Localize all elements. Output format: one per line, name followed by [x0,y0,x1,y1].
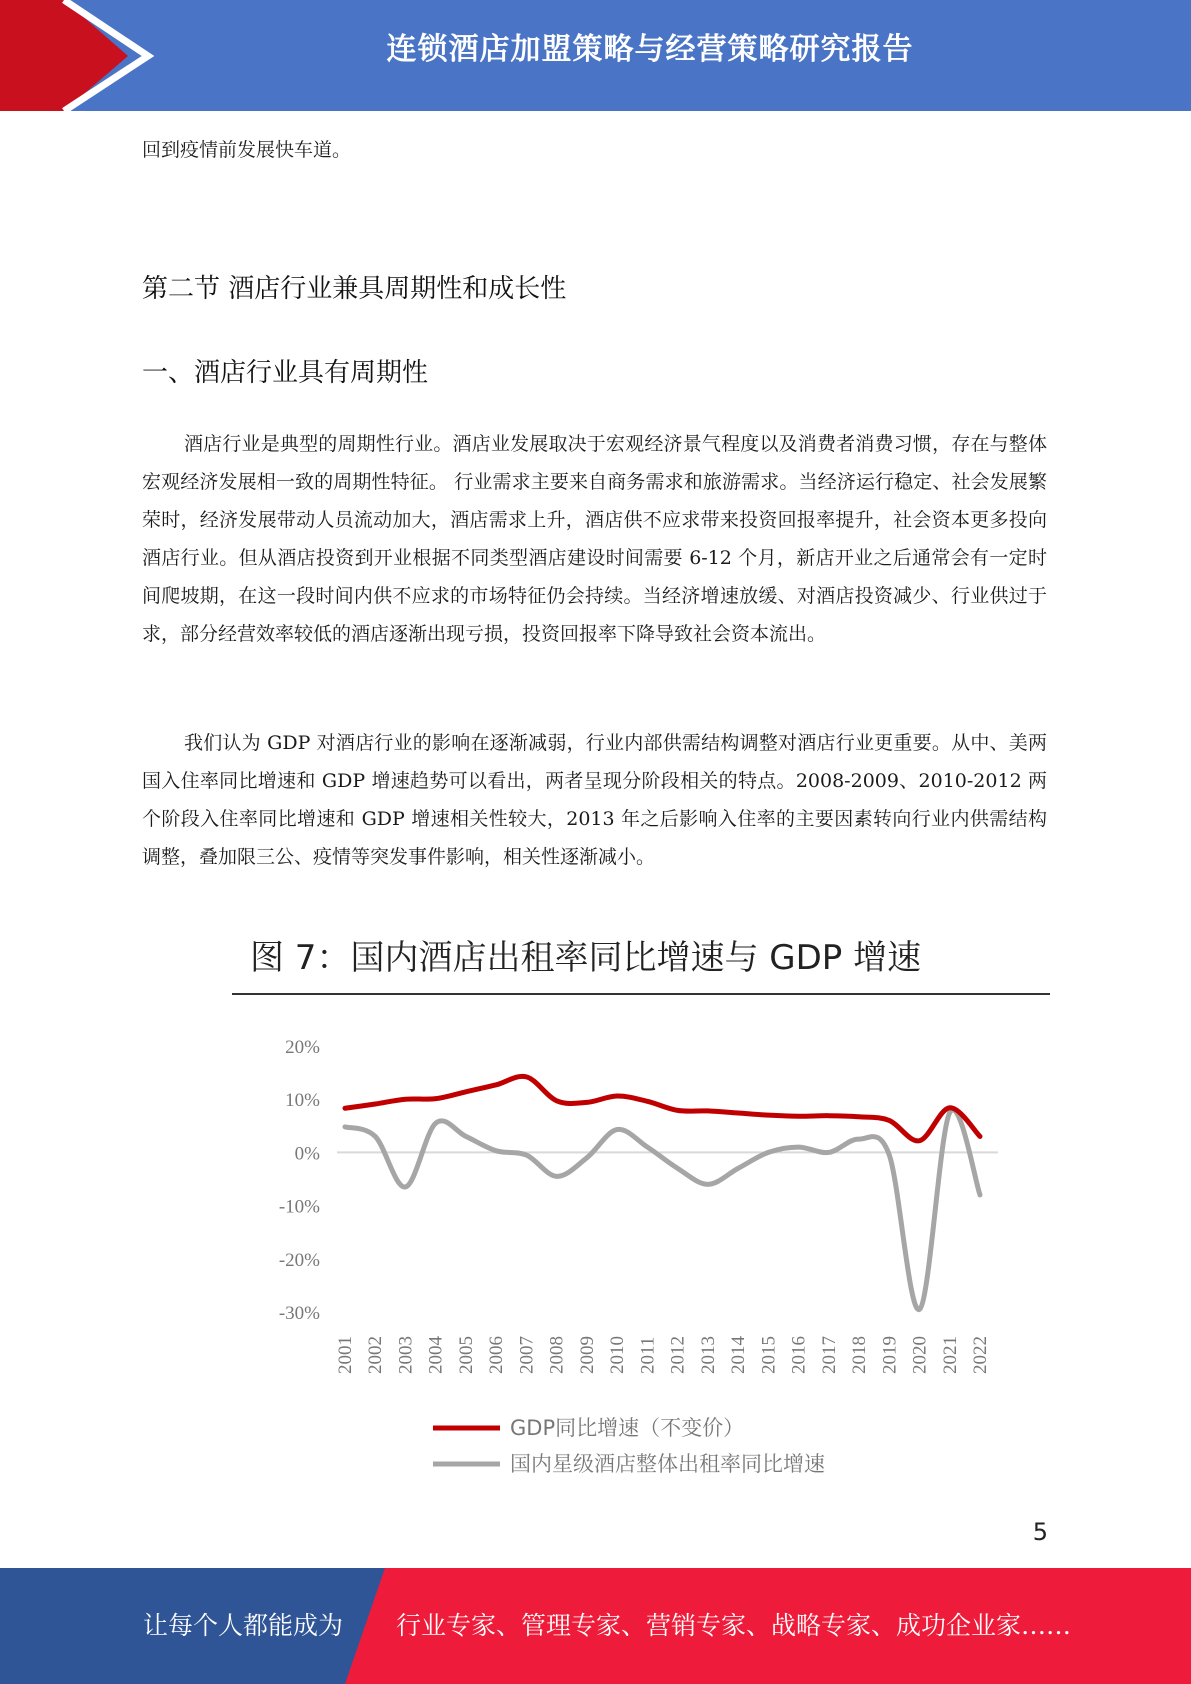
figure-title: 图 7：国内酒店出租率同比增速与 GDP 增速 [250,938,922,978]
report-header [0,0,1191,111]
footer-banner [0,1568,1191,1684]
y-tick-label: 0% [294,1143,320,1165]
x-tick-label: 2017 [818,1336,840,1374]
x-tick-label: 2003 [395,1336,417,1374]
x-tick-label: 2004 [425,1336,447,1374]
header-title [0,0,1191,100]
footer-slogan-left: 让每个人都能成为 [143,1611,344,1640]
series-line-gdp [345,1076,980,1141]
paragraph-2: 我们认为 GDP 对酒店行业的影响在逐渐减弱，行业内部供需结构调整对酒店行业更重要。从中、美两国入住率同比增速和 GDP 增速趋势可以看出，两者呈现分阶段相关的特点。2008-2009、2010-2012 两个阶段入住率同比增速和 GDP 增速相关性较大，2013 年之后影响入住率的主要因素转向行业内供需结构调整，叠加限三公、疫情等突发事件影响，相关性逐渐减小。 [142,732,1047,868]
x-tick-label: 2014 [728,1336,750,1374]
x-tick-label: 2013 [697,1336,719,1374]
legend-label: GDP同比增速（不变价） [510,1416,745,1440]
x-tick-label: 2007 [516,1336,538,1374]
x-tick-label: 2010 [607,1336,629,1374]
x-tick-label: 2012 [667,1336,689,1374]
header-title-text: 连锁酒店加盟策略与经营策略研究报告 [386,32,914,67]
page-number: 5 [1032,1518,1048,1546]
x-tick-label: 2008 [546,1336,568,1374]
y-tick-label: -10% [278,1196,320,1218]
x-tick-label: 2021 [939,1336,961,1374]
x-tick-label: 2018 [849,1336,871,1374]
legend-label: 国内星级酒店整体出租率同比增速 [510,1452,825,1476]
subsection-title: 一、酒店行业具有周期性 [142,358,429,388]
line-chart [0,1000,1191,1500]
y-tick-label: 20% [285,1037,320,1058]
x-tick-label: 2016 [788,1336,810,1374]
x-tick-label: 2022 [970,1336,991,1374]
x-tick-label: 2009 [576,1336,598,1374]
section-title: 第二节 酒店行业兼具周期性和成长性 [142,274,567,304]
x-tick-label: 2015 [758,1336,780,1374]
continuation-text: 回到疫情前发展快车道。 [142,139,352,161]
x-tick-label: 2020 [909,1336,931,1374]
x-tick-label: 2006 [486,1336,508,1374]
x-tick-label: 2005 [455,1336,477,1374]
x-tick-label: 2002 [365,1336,387,1374]
x-tick-label: 2001 [335,1336,356,1374]
y-tick-label: 10% [285,1090,320,1112]
x-tick-label: 2019 [879,1336,901,1374]
series-line-occupancy [345,1110,980,1310]
y-tick-label: -20% [278,1249,320,1271]
y-tick-label: -30% [278,1303,320,1324]
figure-title-rule [232,993,1050,995]
footer-slogan-right: 行业专家、管理专家、营销专家、战略专家、成功企业家…… [396,1611,1072,1640]
x-tick-label: 2011 [637,1336,659,1374]
paragraph-1: 酒店行业是典型的周期性行业。酒店业发展取决于宏观经济景气程度以及消费者消费习惯，存在与整体宏观经济发展相一致的周期性特征。 行业需求主要来自商务需求和旅游需求。当经济运行稳定、社会发展繁荣时，经济发展带动人员流动加大，酒店需求上升，酒店供不应求带来投资回报率提升，社会资本更多投向酒店行业。但从酒店投资到开业根据不同类型酒店建设时间需要 6-12 个月，新店开业之后通常会有一定时间爬坡期，在这一段时间内供不应求的市场特征仍会持续。当经济增速放缓、对酒店投资减少、行业供过于求，部分经营效率较低的酒店逐渐出现亏损，投资回报率下降导致社会资本流出。 [142,433,1047,645]
